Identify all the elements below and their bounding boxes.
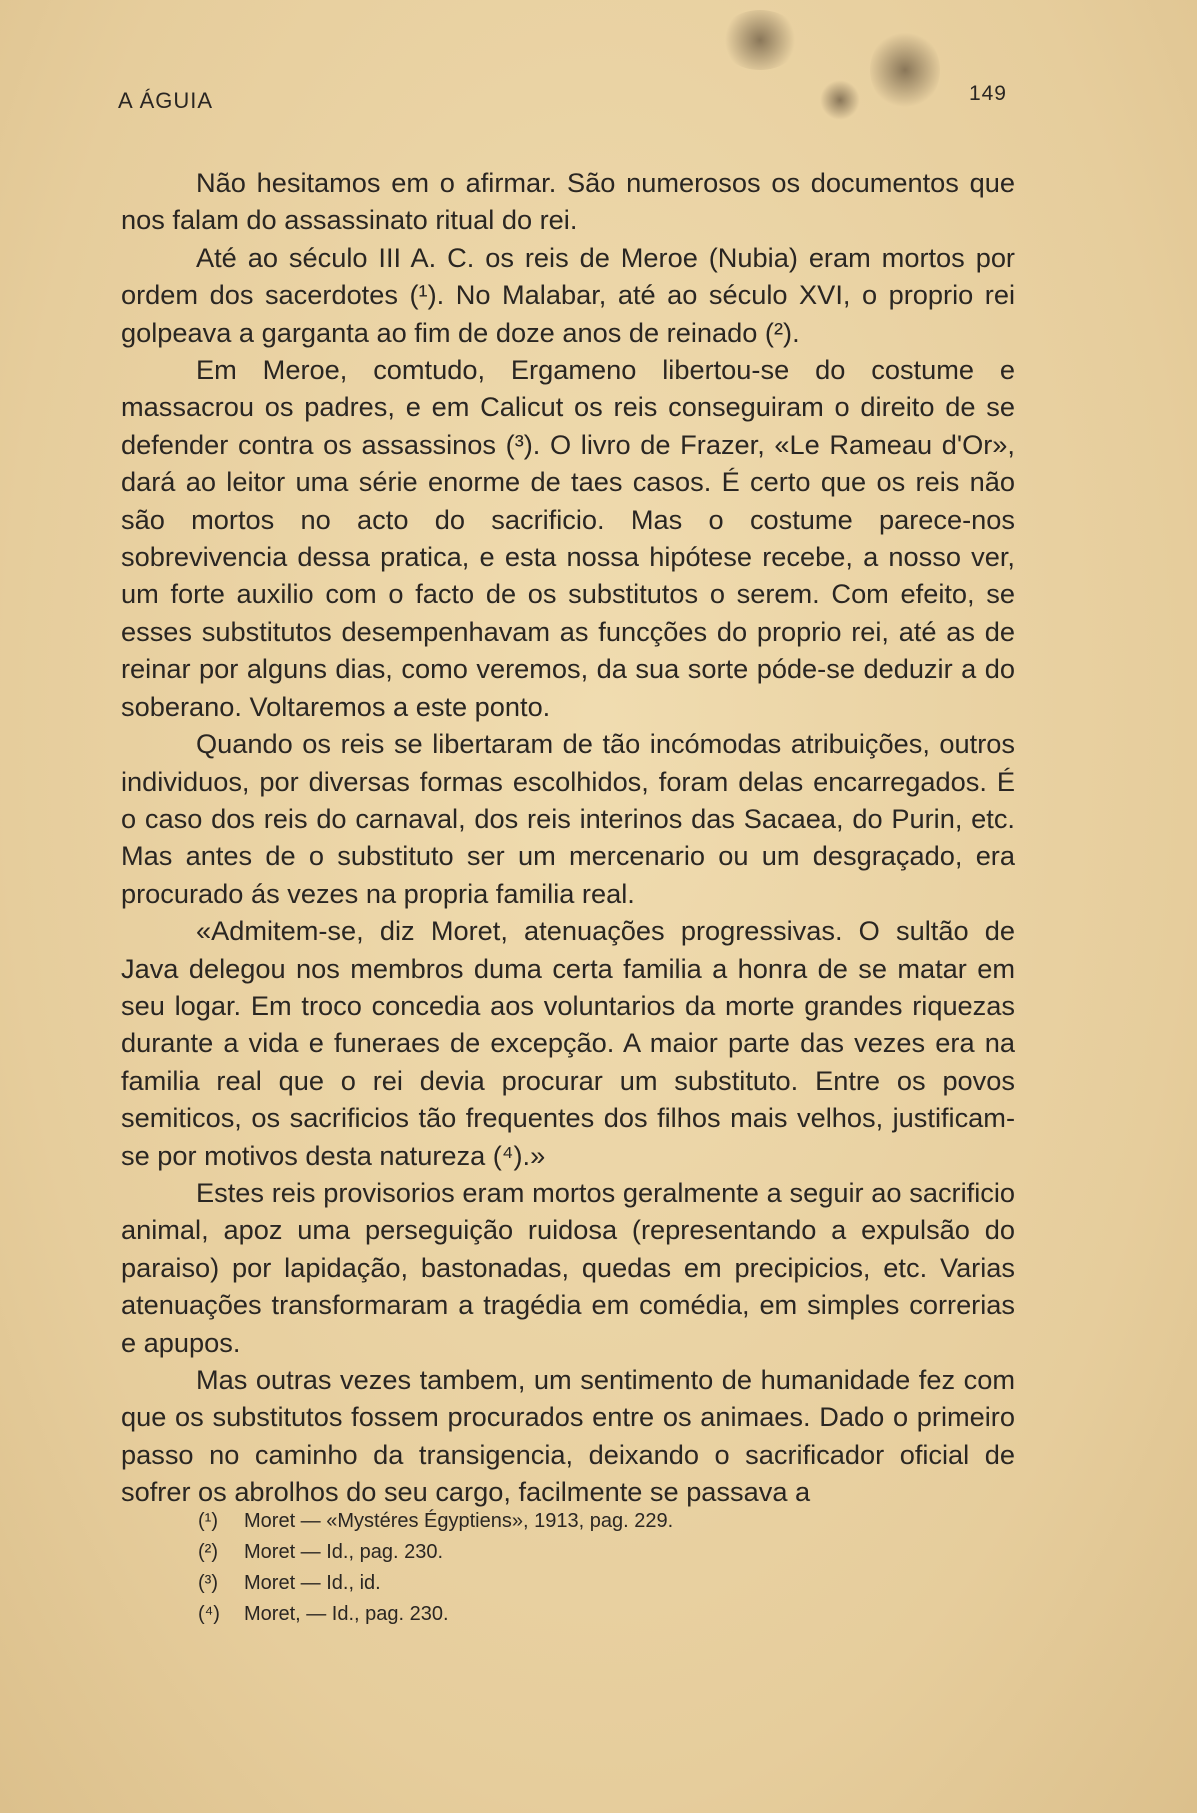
paragraph: Mas outras vezes tambem, um sentimento de humanidade fez com que os substitutos fossem procurados entre os animaes. Dado o primeiro passo no caminho da transigencia, deixando o sacrificador oficial de sofrer os abrolhos do seu cargo, facilmente se passava a bbox=[121, 1364, 1015, 1508]
paragraph: Não hesitamos em o afirmar. São numerosos os documentos que nos falam do assassinato ritual do rei. bbox=[121, 167, 1015, 236]
footnote-marker: (³) bbox=[198, 1572, 218, 1594]
footnote-text: Moret — «Mystéres Égyptiens», 1913, pag. 229. bbox=[244, 1510, 674, 1532]
paragraph: Em Meroe, comtudo, Ergameno libertou-se do costume e massacrou os padres, e em Calicut os reis conseguiram o direito de se defender contra os assassinos (³). O livro de Frazer, «Le Rameau d'Or», dará ao leitor uma série enorme de taes casos. É certo que os reis não são mortos no acto do sacrificio. Mas o costume parece-nos sobrevivencia dessa pratica, e esta nossa hipótese recebe, a nosso ver, um forte auxilio com o facto de os substitutos o serem. Com efeito, se esses substitutos desempenhavam as funcções do proprio rei, até as de reinar por alguns dias, como veremos, da sua sorte póde-se deduzir a do soberano. Voltaremos a este ponto. bbox=[121, 354, 1015, 722]
footnote-marker: (¹) bbox=[198, 1510, 218, 1532]
ink-smudge bbox=[870, 30, 940, 110]
ink-smudge bbox=[820, 80, 860, 120]
ink-smudge bbox=[720, 10, 800, 70]
body-text bbox=[121, 164, 1015, 1511]
footnote-text: Moret — Id., pag. 230. bbox=[244, 1541, 443, 1563]
running-title: A ÁGUIA bbox=[118, 88, 214, 113]
footnote-marker: (⁴) bbox=[198, 1603, 220, 1625]
footnote bbox=[198, 1599, 898, 1630]
footnote bbox=[198, 1537, 898, 1568]
footnote-text: Moret — Id., id. bbox=[244, 1572, 381, 1594]
footnotes bbox=[198, 1506, 898, 1630]
footnote bbox=[198, 1568, 898, 1599]
paragraph: Estes reis provisorios eram mortos geralmente a seguir ao sacrificio animal, apoz uma perseguição ruidosa (representando a expulsão do paraiso) por lapidação, bastonadas, quedas em precipicios, etc. Varias atenuações transformaram a tragédia em comédia, em simples correrias e apupos. bbox=[121, 1176, 1015, 1358]
footnote-marker: (²) bbox=[198, 1541, 218, 1563]
footnote bbox=[198, 1506, 898, 1537]
paragraph: «Admitem-se, diz Moret, atenuações progressivas. O sultão de Java delegou nos membros duma certa familia a honra de se matar em seu logar. Em troco concedia aos voluntarios da morte grandes riquezas durante a vida e funeraes de excepção. A maior parte das vezes era na familia real que o rei devia procurar um substituto. Entre os povos semiticos, os sacrificios tão frequentes dos filhos mais velhos, justificam-se por motivos desta natureza (⁴).» bbox=[121, 915, 1015, 1171]
footnote-text: Moret, — Id., pag. 230. bbox=[244, 1603, 449, 1625]
paragraph: Até ao século III A. C. os reis de Meroe (Nubia) eram mortos por ordem dos sacerdotes (¹). No Malabar, até ao século XVI, o proprio rei golpeava a garganta ao fim de doze anos de reinado (²). bbox=[121, 241, 1015, 348]
page-number: 149 bbox=[968, 82, 1007, 105]
paragraph: Quando os reis se libertaram de tão incómodas atribuições, outros individuos, por diversas formas escolhidos, foram delas encarregados. É o caso dos reis do carnaval, dos reis interinos das Sacaea, do Purin, etc. Mas antes de o substituto ser um mercenario ou um desgraçado, era procurado ás vezes na propria familia real. bbox=[121, 728, 1015, 909]
